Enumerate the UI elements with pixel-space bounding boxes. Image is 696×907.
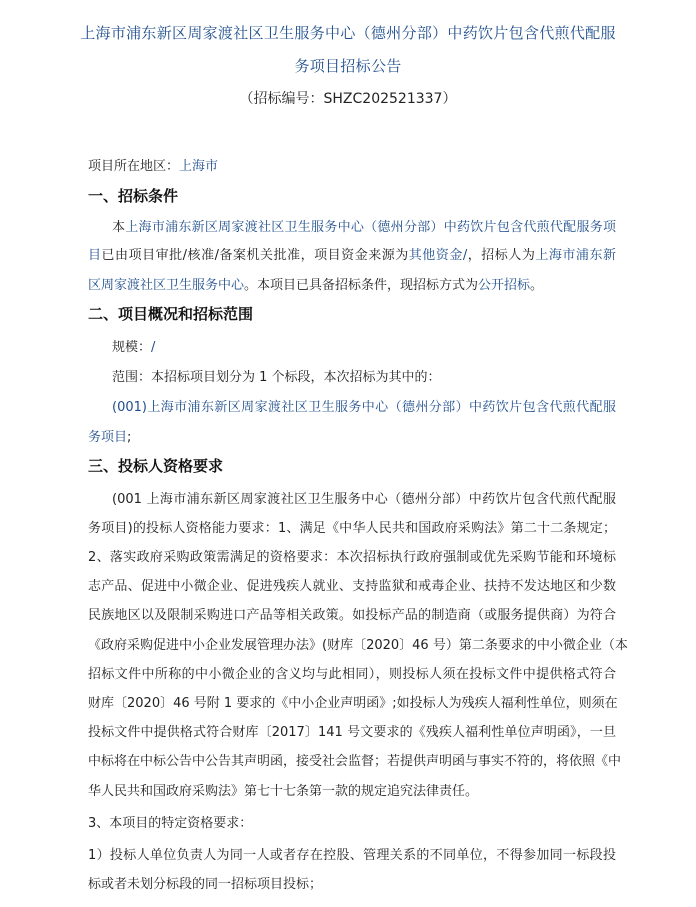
document-title-line-2: 务项目招标公告	[294, 57, 402, 75]
s1-text: 已由项目审批/核准/备案机关批准，项目资金来源为	[101, 248, 409, 263]
s1-line-3	[88, 274, 543, 293]
s3-line-8: 财库〔2020〕46 号附 1 要求的《中小企业声明函》;如投标人为残疾人福利性单位，则须在	[88, 696, 618, 711]
s1-tenderer-end: 区周家渡社区卫生服务中心	[88, 278, 245, 293]
scale-value: /	[151, 340, 156, 355]
s1-line-1	[112, 216, 616, 235]
s1-project-name-end: 目	[88, 248, 102, 263]
document-title-line-1: 上海市浦东新区周家渡社区卫生服务中心（德州分部）中药饮片包含代煎代配服	[80, 24, 616, 42]
s1-text: 本	[112, 220, 126, 235]
scale-label: 规模：	[112, 340, 152, 355]
s2-lot-line-2	[88, 426, 131, 445]
lot-punct: ;	[127, 430, 132, 445]
project-region	[88, 155, 218, 174]
s3-line-3: 2、落实政府采购政策需满足的资格要求：本次招标执行政府强制或优先采购节能和环境标	[88, 550, 616, 565]
section-heading-2: 二、项目概况和招标范围	[88, 305, 254, 323]
s1-tenderer: 上海市浦东新	[535, 248, 616, 263]
s1-project-name: 上海市浦东新区周家渡社区卫生服务中心（德州分部）中药饮片包含代煎代配服务项	[125, 220, 616, 235]
s2-scale	[112, 336, 155, 355]
s3-line-4: 志产品、促进中小微企业、促进残疾人就业、支持监狱和戒毒企业、扶持不发达地区和少数	[88, 579, 616, 594]
s3-line-13: 1）投标人单位负责人为同一人或者存在控股、管理关系的不同单位，不得参加同一标段投	[88, 848, 616, 863]
s3-line-9: 投标文件中提供格式符合财库〔2017〕141 号文要求的《残疾人福利性单位声明函》，一旦	[88, 725, 616, 740]
s1-text: ，招标人为	[467, 248, 536, 263]
s1-tender-method: 公开招标	[478, 278, 531, 293]
s1-text: 。本项目已具备招标条件，现招标方式为	[244, 278, 479, 293]
region-label: 项目所在地区：	[88, 159, 180, 174]
s2-lot-line-1: (001)上海市浦东新区周家渡社区卫生服务中心（德州分部）中药饮片包含代煎代配服	[112, 400, 616, 415]
tender-code: （招标编号：SHZC202521337）	[239, 91, 457, 107]
s3-line-7: 招标文件中所称的中小微企业的含义均与此相同），则投标人须在投标文件中提供格式符合	[88, 667, 616, 682]
s3-line-5: 民族地区以及限制采购进口产品等相关政策。如投标产品的制造商（或服务提供商）为符合	[88, 608, 616, 623]
s1-fund-source: 其他资金/	[408, 248, 468, 263]
region-value: 上海市	[179, 159, 219, 174]
s1-line-2	[88, 244, 616, 263]
s3-line-2: 务项目)的投标人资格能力要求：1、满足《中华人民共和国政府采购法》第二十二条规定；	[88, 521, 616, 536]
s3-line-10: 中标将在中标公告中公告其声明函，接受社会监督；若提供声明函与事实不符的，将依照《中	[88, 754, 622, 769]
section-heading-3: 三、投标人资格要求	[88, 457, 224, 475]
s3-line-1: (001 上海市浦东新区周家渡社区卫生服务中心（德州分部）中药饮片包含代煎代配服	[112, 492, 616, 507]
s1-text: 。	[530, 278, 544, 293]
s3-line-6: 《政府采购促进中小企业发展管理办法》(财库〔2020〕46 号）第二条要求的中小微企业（本	[88, 638, 628, 653]
section-heading-1: 一、招标条件	[88, 187, 179, 205]
s3-line-11: 华人民共和国政府采购法》第七十七条第一款的规定追究法律责任。	[88, 784, 479, 799]
s3-specific-requirements: 3、本项目的特定资格要求：	[88, 816, 253, 831]
lot-name-end: 务项目	[88, 430, 128, 445]
s2-scope: 范围：本招标项目划分为 1 个标段，本次招标为其中的：	[112, 370, 441, 385]
s3-line-14: 标或者未划分标段的同一招标项目投标；	[88, 877, 323, 892]
